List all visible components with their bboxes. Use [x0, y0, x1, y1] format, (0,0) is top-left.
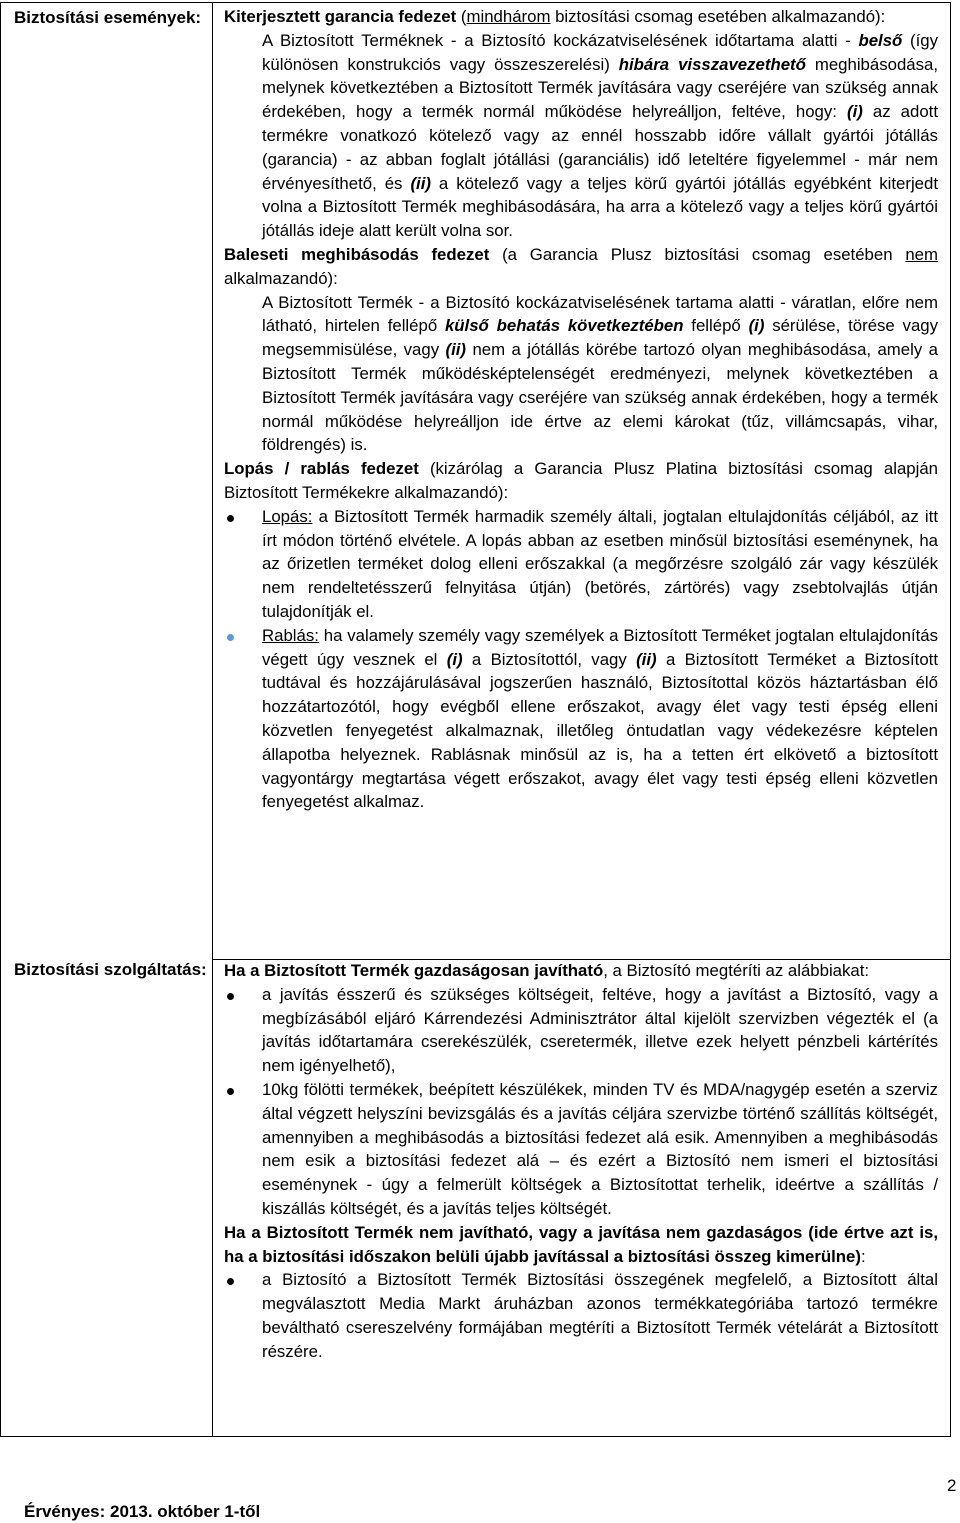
- accidental-damage-text: A Biztosított Termék - a Biztosító kockázatviselésének tartama alatti - váratlan, előre nem látható, hirtelen fellépő külső behatás következtében fellépő (i) sérülése, törése vagy megsemmisülése, vagy (ii) nem a jótállás körébe tartozó olyan meghibásodása, amely a Biztosított Termék működésképtelenségét eredményezi, melynek következtében a Biztosított Termék javítására vagy cseréjére van szükség annak érdekében, hogy a termék normál működése helyreálljon ide értve az elemi károkat (tűz, villámcsapás, vihar, földrengés) is.: [262, 292, 939, 455]
- repairable-list: [224, 983, 938, 1221]
- row-label-insurance-events: Biztosítási események:: [14, 8, 202, 27]
- bullet-icon: [227, 515, 234, 522]
- column-divider: [212, 3, 213, 1436]
- insurance-events-cell: [224, 5, 938, 814]
- list-item: a javítás ésszerű és szükséges költségeit, feltéve, hogy a javítást a Biztosító, vagy a megbízásából eljáró Kárrendezési Adminisztrátor által kijelölt szervizben végezték el (a javítás időtartamára cserekészülék, cseretermék, illetve ezek helyett pénzbeli kártérítés nem igényelhető),: [224, 983, 938, 1078]
- accidental-damage-heading: Baleseti meghibásodás fedezet (a Garancia Plusz biztosítási csomag esetében nem alkalmazandó):: [224, 244, 938, 288]
- list-item: a Biztosító a Biztosított Termék Biztosítási összegének megfelelő, a Biztosított által megválasztott Media Markt áruházban azonos termékkategóriába tartozó termékre beváltható csereszelvény formájában megtéríti a Biztosított Termék vételárát a Biztosított részére.: [224, 1268, 938, 1363]
- bullet-icon: [227, 993, 234, 1000]
- bullet-icon: [227, 1088, 234, 1095]
- repairable-heading: Ha a Biztosított Termék gazdaságosan javítható, a Biztosító megtéríti az alábbiakat:: [224, 961, 870, 980]
- bullet-icon: [227, 634, 234, 641]
- page-number: 2: [947, 1476, 957, 1495]
- list-item: 10kg fölötti termékek, beépített készülékek, minden TV és MDA/nagygép esetén a szerviz által végzett helyszíni bevizsgálás és a javítás céljára szervizbe történő szállítás költségét, amennyiben a meghibásodás a biztosítási fedezet alá esik. Amennyiben a meghibásodás nem esik a biztosítási fedezet alá – és ezért a Biztosító nem ismeri el biztosítási eseménynek - úgy a felmerült költségek a Biztosítottat terhelik, ideértve a szállítás / kiszállás költségét, és a javítás teljes költségét.: [224, 1078, 938, 1221]
- insurance-service-cell: [224, 959, 938, 1364]
- bullet-icon: [227, 1278, 234, 1285]
- list-item-robbery: Rablás: ha valamely személy vagy személyek a Biztosított Terméket jogtalan eltulajdonítás végett úgy vesznek el (i) a Biztosítottól, vagy (ii) a Biztosított Terméket a Biztosított tudtával és hozzájárulásával jogszerűen használó, Biztosítottal közös háztartásban élő hozzátartozótól, hogy evégből ellene erőszakot, avagy élet vagy testi épség elleni közvetlen fenyegetést alkalmaznak, illetőleg öntudatlan vagy védekezésre képtelen állapotba helyeznek. Rablásnak minősül az is, ha a tetten ért elkövető a biztosított vagyontárgy megtartása végett erőszakot, avagy élet vagy testi épség elleni közvetlen fenyegetést alkalmaz.: [224, 624, 938, 814]
- list-item-theft: Lopás: a Biztosított Termék harmadik személy általi, jogtalan eltulajdonítás céljából, az itt írt módon történő elvétele. A lopás abban az esetben minősül biztosítási eseménynek, ha az őrizetlen terméket dolog elleni erőszakkal (a megőrzésre szolgáló zár vagy készülék nem rendeltetésszerű felnyitása útján) (betörés, zártörés) vagy zsebtolvajlás útján tulajdonítják el.: [224, 505, 938, 624]
- theft-robbery-heading: Lopás / rablás fedezet (kizárólag a Garancia Plusz Platina biztosítási csomag alapján Biztosított Termékekre alkalmazandó):: [224, 459, 939, 502]
- theft-robbery-list: [224, 505, 938, 814]
- validity-footer: Érvényes: 2013. október 1-től: [24, 1502, 261, 1521]
- extended-warranty-heading: Kiterjesztett garancia fedezet (mindhárom biztosítási csomag esetében alkalmazandó):: [224, 7, 886, 26]
- not-repairable-list: [224, 1268, 938, 1363]
- row-label-insurance-service: Biztosítási szolgáltatás:: [14, 960, 207, 979]
- not-repairable-heading: Ha a Biztosított Termék nem javítható, vagy a javítása nem gazdaságos (ide értve azt is, ha a biztosítási időszakon belüli újabb javítással a biztosítási összeg kimerülne):: [224, 1222, 938, 1266]
- extended-warranty-text: A Biztosított Terméknek - a Biztosító kockázatviselésének időtartama alatti - belső (így különösen konstrukciós vagy összeszerelési) hibára visszavezethető meghibásodása, melynek következtében a Biztosított Termék javítására vagy cseréjére van szükség annak érdekében, hogy a termék normál működése helyreálljon, feltéve, hogy: (i) az adott termékre vonatkozó kötelező vagy az ennél hosszabb időre vállalt gyártói jótállás (garancia) - az abban foglalt jótállási (garanciális) idő leteltére figyelemmel - már nem érvényesíthető, és (ii) a kötelező vagy a teljes körű gyártói jótállás egyébként kiterjedt volna a Biztosított Termék meghibásodására, ha arra a kötelező vagy a teljes körű gyártói jótállás ideje alatt került volna sor.: [262, 30, 939, 241]
